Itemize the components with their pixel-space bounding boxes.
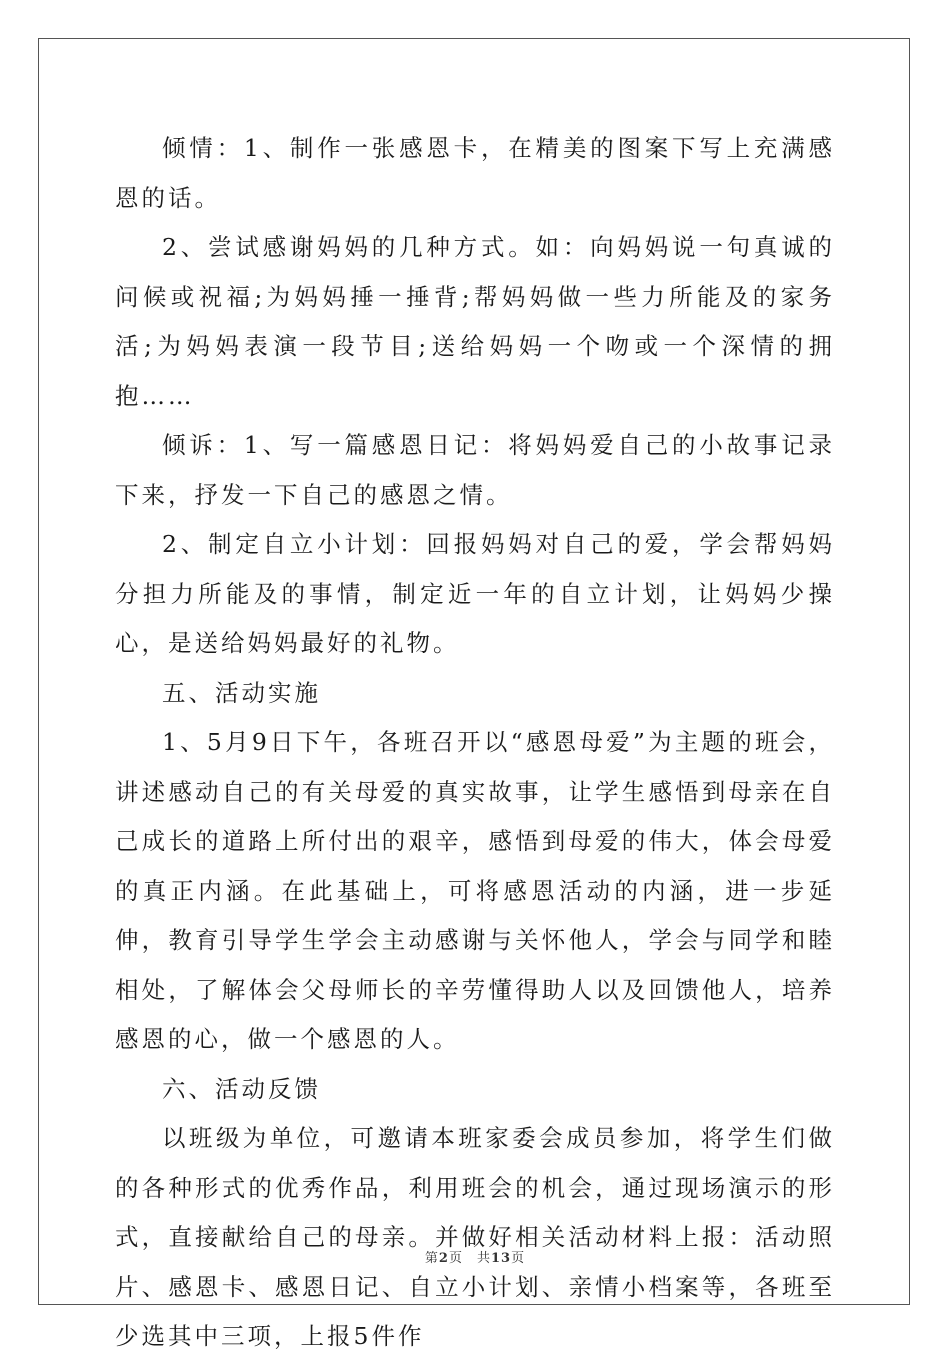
page-footer: [0, 1247, 950, 1266]
document-body: [115, 124, 835, 1362]
paragraph-qingsu-diary: 倾诉：1、写一篇感恩日记：将妈妈爱自己的小故事记录下来，抒发一下自己的感恩之情。: [115, 431, 835, 509]
paragraph-thank-mother-ways: 2、尝试感谢妈妈的几种方式。如：向妈妈说一句真诚的问候或祝福;为妈妈捶一捶背;帮妈妈做一些力所能及的家务活;为妈妈表演一段节目;送给妈妈一个吻或一个深情的拥抱……: [115, 233, 835, 410]
page-prefix: 第: [424, 1251, 439, 1266]
section-heading-feedback: 六、活动反馈: [162, 1074, 321, 1103]
page-suffix: 页: [448, 1251, 463, 1266]
total-prefix: 共: [476, 1251, 491, 1266]
total-suffix: 页: [511, 1251, 526, 1266]
paragraph-feedback-report: 以班级为单位，可邀请本班家委会成员参加，将学生们做的各种形式的优秀作品，利用班会的机会，通过现场演示的形式，直接献给自己的母亲。并做好相关活动材料上报：活动照片、感恩卡、感恩日记、自立小计划、亲情小档案等，各班至少选其中三项，上报5件作: [115, 1124, 835, 1350]
paragraph-class-meeting: 1、5月9日下午，各班召开以“感恩母爱”为主题的班会，讲述感动自己的有关母爱的真实故事，让学生感悟到母亲在自己成长的道路上所付出的艰辛，感悟到母爱的伟大，体会母爱的真正内涵。在此基础上，可将感恩活动的内涵，进一步延伸，教育引导学生学会主动感谢与关怀他人，学会与同学和睦相处，了解体会父母师长的辛劳懂得助人以及回馈他人，培养感恩的心，做一个感恩的人。: [115, 728, 835, 1053]
paragraph-qingqing-card: 倾情：1、制作一张感恩卡，在精美的图案下写上充满感恩的话。: [115, 134, 835, 212]
section-heading-implementation: 五、活动实施: [162, 678, 321, 707]
total-pages: 13: [490, 1251, 512, 1266]
page-number: 2: [438, 1251, 449, 1266]
paragraph-self-reliance-plan: 2、制定自立小计划：回报妈妈对自己的爱，学会帮妈妈分担力所能及的事情，制定近一年的自立计划，让妈妈少操心，是送给妈妈最好的礼物。: [115, 530, 835, 657]
